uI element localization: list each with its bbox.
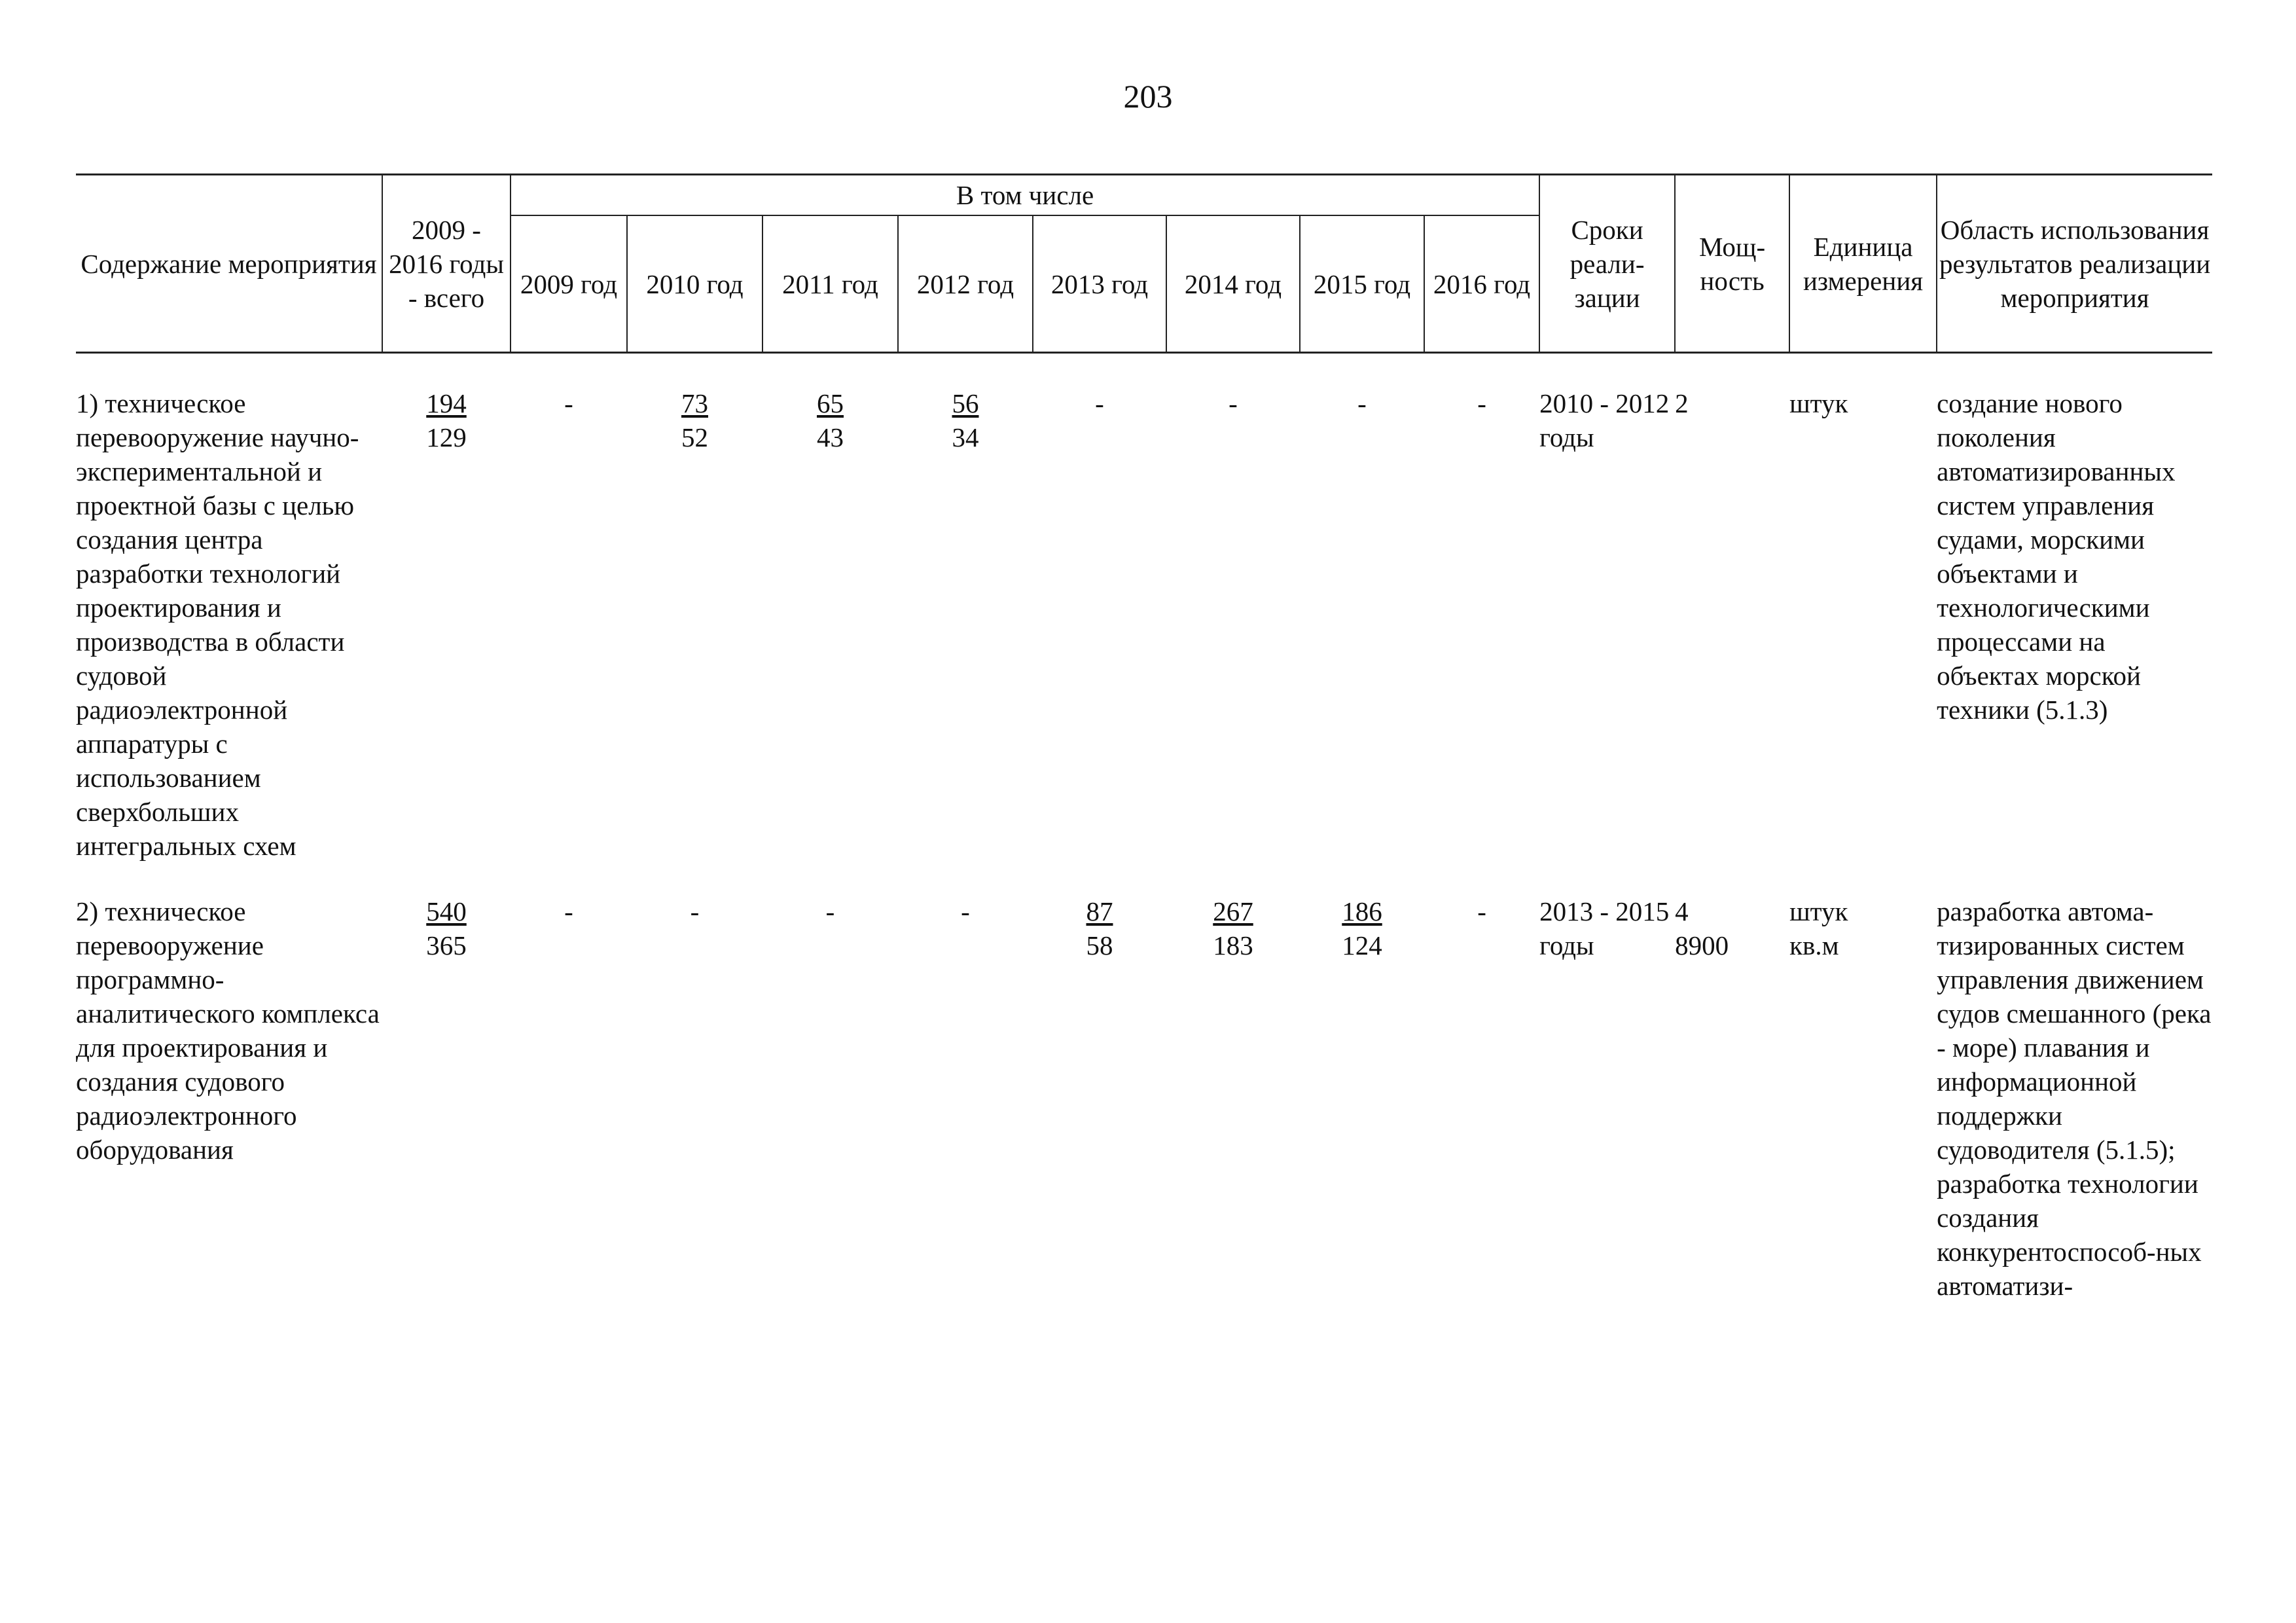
row-total-top: 194	[426, 388, 467, 418]
year-value-bottom: 52	[681, 422, 708, 452]
header-terms: Сроки реали- зации	[1539, 175, 1675, 353]
year-value-top: 65	[817, 388, 844, 418]
row-terms: 2013 - 2015 годы	[1539, 896, 1670, 960]
header-content: Содержание мероприятия	[76, 175, 382, 353]
year-value-top: -	[1477, 388, 1486, 418]
row-year-cell	[627, 894, 762, 1303]
row-area: создание нового поколения автоматизированных систем управления судами, морскими объектами и технологическими процессами на объектах морской техники (5.1.3)	[1937, 388, 2176, 725]
row-year-cell	[1166, 386, 1300, 863]
row-year-cell	[1424, 386, 1539, 863]
unit-line: кв.м	[1789, 930, 1839, 960]
year-value-top: -	[1477, 896, 1486, 926]
year-value-top: -	[564, 896, 573, 926]
row-terms: 2010 - 2012 годы	[1539, 388, 1670, 452]
row-unit: штук	[1789, 388, 1848, 418]
row-year-cell	[1033, 894, 1166, 1303]
year-value-top: 267	[1213, 896, 1253, 926]
row-year-cell	[511, 386, 627, 863]
header-year: 2016 год	[1424, 215, 1539, 353]
header-total: 2009 - 2016 годы - всего	[382, 175, 511, 353]
year-value-top: -	[1229, 388, 1238, 418]
header-year: 2011 год	[762, 215, 898, 353]
header-capacity: Мощ- ность	[1675, 175, 1789, 353]
year-value-bottom: 58	[1086, 930, 1113, 960]
header-year: 2009 год	[511, 215, 627, 353]
year-value-top: -	[1357, 388, 1367, 418]
year-value-top: -	[564, 388, 573, 418]
row-total-bottom: 129	[426, 422, 467, 452]
year-value-top: 186	[1342, 896, 1382, 926]
header-year: 2010 год	[627, 215, 762, 353]
row-total-bottom: 365	[426, 930, 467, 960]
row-unit	[1789, 894, 1937, 1303]
year-value-top: 56	[952, 388, 979, 418]
year-value-bottom: 124	[1342, 930, 1382, 960]
table-row	[76, 894, 2212, 1303]
table-row	[76, 386, 2212, 863]
year-value-top: -	[690, 896, 700, 926]
header-year: 2014 год	[1166, 215, 1300, 353]
row-year-cell	[898, 386, 1033, 863]
row-year-cell	[762, 386, 898, 863]
year-value-top: -	[961, 896, 970, 926]
row-year-cell	[627, 386, 762, 863]
row-year-cell	[1033, 386, 1166, 863]
capacity-line: 8900	[1675, 930, 1729, 960]
year-value-top: 87	[1086, 896, 1113, 926]
row-description: 1) техническое перевооружение научно-экспериментальной и проектной базы с целью создания центра разработки технологий проектирования и производства в области судовой радиоэлектронной аппаратуры с использованием сверхбольших интегральных схем	[76, 388, 359, 861]
unit-line: штук	[1789, 896, 1848, 926]
row-capacity: 2	[1675, 388, 1689, 418]
row-year-cell	[1300, 894, 1424, 1303]
header-year: 2015 год	[1300, 215, 1424, 353]
year-value-top: 73	[681, 388, 708, 418]
row-year-cell	[1424, 894, 1539, 1303]
header-year: 2013 год	[1033, 215, 1166, 353]
row-year-cell	[898, 894, 1033, 1303]
row-year-cell	[762, 894, 898, 1303]
year-value-bottom: 183	[1213, 930, 1253, 960]
year-value-bottom: 43	[817, 422, 844, 452]
year-value-top: -	[825, 896, 835, 926]
measures-table	[76, 173, 2212, 1303]
year-value-bottom: 34	[952, 422, 979, 452]
row-total	[382, 386, 511, 863]
header-unit: Единица измерения	[1789, 175, 1937, 353]
row-total	[382, 894, 511, 1303]
header-area: Область использования результатов реализации мероприятия	[1937, 175, 2212, 353]
header-group-label: В том числе	[511, 175, 1539, 216]
row-year-cell	[1300, 386, 1424, 863]
row-year-cell	[1166, 894, 1300, 1303]
page-number: 203	[1123, 78, 1173, 115]
header-year: 2012 год	[898, 215, 1033, 353]
row-total-top: 540	[426, 896, 467, 926]
row-capacity	[1675, 894, 1789, 1303]
row-year-cell	[511, 894, 627, 1303]
year-value-top: -	[1095, 388, 1104, 418]
row-description: 2) техническое перевооружение программно-аналитического комплекса для проектирования и создания судового радиоэлектронного оборудования	[76, 896, 380, 1165]
row-area: разработка автома-тизированных систем управления движением судов смешанного (река - море) плавания и информационной поддержки судоводителя (5.1.5); разработка технологии создания конкурентоспособ-ных автоматизи-	[1937, 896, 2212, 1301]
capacity-line: 4	[1675, 896, 1689, 926]
